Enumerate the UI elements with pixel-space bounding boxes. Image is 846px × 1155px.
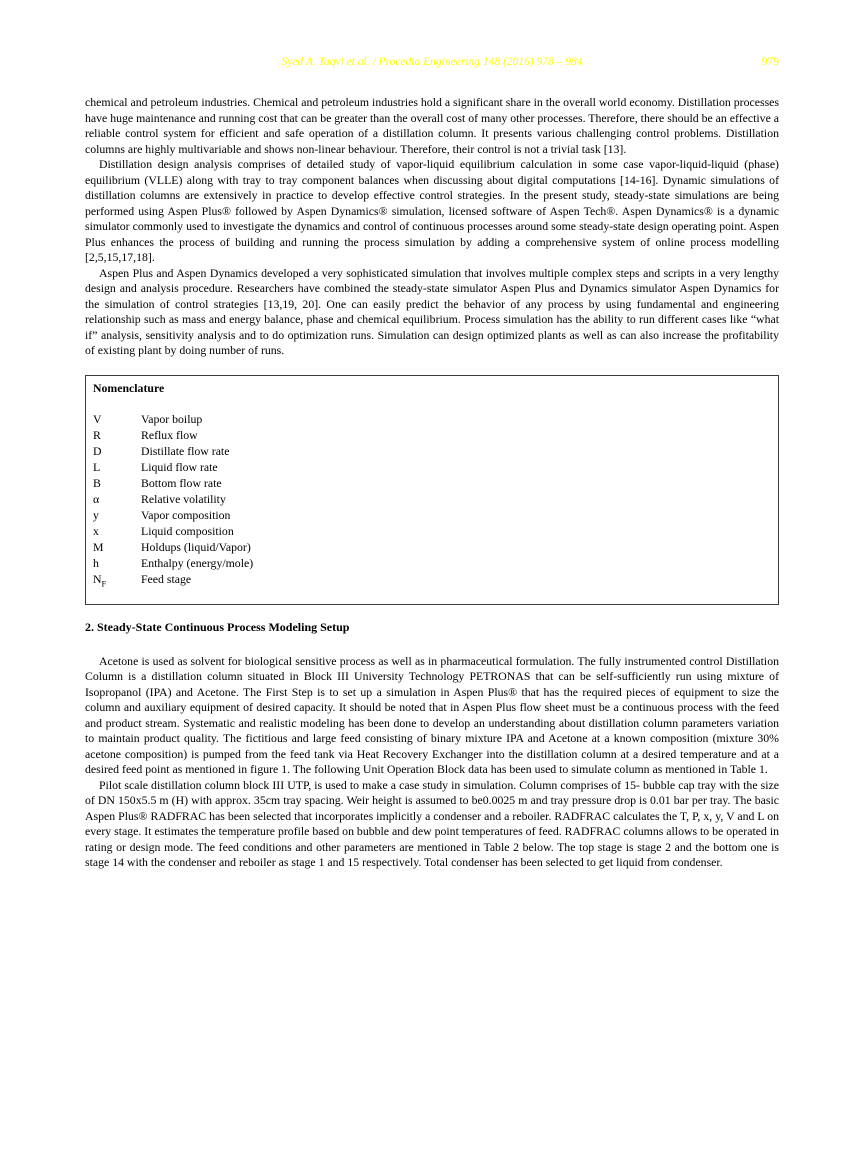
nomenclature-definition: Bottom flow rate (141, 475, 222, 490)
nomenclature-row (93, 411, 770, 427)
nomenclature-definition: Distillate flow rate (141, 443, 230, 458)
intro-paragraph-1: chemical and petroleum industries. Chemical and petroleum industries hold a significant share in the overall world economy. Distillation processes have huge maintenance and running cost that can be greater than the overall cost of many other processes. Therefore, there should be an effective a reliable control system for efficient and safe operation of a distillation column. It presents various challenging control problems. Distillation columns are highly multivariable and shows non-linear behaviour. Therefore, their control is not a trivial task [13]. (85, 95, 779, 156)
header-page-number: 979 (761, 56, 779, 68)
nomenclature-row (93, 475, 770, 491)
page-body (85, 95, 779, 871)
nomenclature-definition: Relative volatility (141, 491, 226, 506)
nomenclature-symbol: α (93, 491, 100, 506)
nomenclature-definition: Liquid composition (141, 523, 234, 538)
section-heading: 2. Steady-State Continuous Process Modeling Setup (85, 619, 350, 634)
nomenclature-definition: Enthalpy (energy/mole) (141, 555, 254, 570)
running-header (85, 56, 779, 72)
intro-paragraph-2: Distillation design analysis comprises of detailed study of vapor-liquid equilibrium calculation in some case vapor-liquid-liquid (phase) equilibrium (VLLE) along with tray to tray component balances when discussing about digital computations [14-16]. Dynamic simulations of distillation columns are extensively in practice to develop effective control strategies. In the present study, steady-state simulations are being performed using Aspen Plus® followed by Aspen Dynamics® simulation, licensed software of Aspen Tech®. Aspen Dynamics® is a dynamic simulator commonly used to investigate the dynamics and control of continuous processes around some steady-state design operating point. Aspen Plus enhances the process of building and running the process simulation by adding a comprehensive system of online process modelling [2,5,15,17,18]. (85, 157, 779, 264)
nomenclature-symbol: V (93, 411, 102, 426)
nomenclature-title: Nomenclature (93, 380, 165, 395)
nomenclature-definition: Feed stage (141, 571, 192, 586)
nomenclature-row (93, 571, 770, 591)
nomenclature-definition: Liquid flow rate (141, 459, 218, 474)
nomenclature-symbol: D (93, 443, 102, 458)
nomenclature-symbol-subscript: F (101, 577, 107, 588)
nomenclature-definition: Holdups (liquid/Vapor) (141, 539, 251, 554)
nomenclature-symbol: M (93, 539, 104, 554)
nomenclature-symbol: h (93, 555, 99, 570)
nomenclature-box (85, 375, 779, 605)
header-citation: Syed A. Taqvi et al. / Procedia Engineering 148 (2016) 978 – 984 (281, 56, 583, 68)
nomenclature-row (93, 459, 770, 475)
nomenclature-symbol-base: N (93, 571, 102, 586)
nomenclature-symbol: B (93, 475, 101, 490)
nomenclature-definition: Reflux flow (141, 427, 198, 442)
section-paragraph-2: Pilot scale distillation column block III UTP, is used to make a case study in simulation. Column comprises of 15- bubble cap tray with the size of DN 150x5.5 m (H) with approx. 35cm tray spacing. Weir height is assumed to be0.0025 m and tray pressure drop is 0.01 bar per tray. The basic Aspen Plus® RADFRAC has been selected that incorporates implicitly a condenser and a reboiler. RADFRAC calculates the T, P, x, y, V and L on every stage. It estimates the temperature profile based on bubble and dew point temperatures of feed. RADFRAC columns allows to be operated in rating or design mode. The feed conditions and other parameters are mentioned in Table 2 below. The top stage is stage 2 and the bottom one is stage 14 with the condenser and reboiler as stage 1 and 15 respectively. Total condenser has been selected to get liquid from condenser. (85, 777, 779, 870)
nomenclature-definition: Vapor composition (141, 507, 231, 522)
nomenclature-definition: Vapor boilup (141, 411, 203, 426)
nomenclature-row (93, 507, 770, 523)
nomenclature-row (93, 443, 770, 459)
nomenclature-row (93, 555, 770, 571)
nomenclature-symbol: L (93, 459, 101, 474)
nomenclature-row (93, 523, 770, 539)
nomenclature-symbol (93, 571, 141, 591)
nomenclature-row (93, 539, 770, 555)
nomenclature-symbol: y (93, 507, 99, 522)
nomenclature-symbol: x (93, 523, 99, 538)
nomenclature-row (93, 491, 770, 507)
nomenclature-row (93, 427, 770, 443)
intro-paragraph-3: Aspen Plus and Aspen Dynamics developed a very sophisticated simulation that involves multiple complex steps and scripts in a very lengthy design and analysis procedure. Researchers have combined the steady-state simulator Aspen Plus and Dynamics simulator Aspen Dynamics for the simulation of control strategies [13,19, 20]. One can easily predict the behavior of any process by using fundamental and engineering relationship such as mass and energy balance, phase and chemical equilibrium. Process simulation has the ability to run different cases like “what if” analysis, sensitivity analysis and to do optimization runs. Simulation can design optimized plants as well as can also increase the profitability of existing plant by doing number of runs. (85, 265, 779, 357)
nomenclature-symbol: R (93, 427, 101, 442)
section-paragraph-1: Acetone is used as solvent for biological sensitive process as well as in pharmaceutical formulation. The fully instrumented control Distillation Column is a distillation column situated in Block III University Technology PETRONAS that can be self-sufficiently run using mixture of Isopropanol (IPA) and Acetone. The First Step is to set up a simulation in Aspen Plus® that has the required pieces of equipment to size the column and auxiliary equipment of desired capacity. It should be noted that in Aspen Plus flow sheet must be a continuous process with the feed and product stream. Systematic and realistic modeling has been done to develop an understanding about distillation column parameters variation to maintain product quality. The fictitious and large feed consisting of binary mixture IPA and Acetone at a known composition (mixture 30% acetone composition) is pumped from the feed tank via Heat Recovery Exchanger into the distillation column at a desired temperature and at a desired feed point as mentioned in figure 1. The following Unit Operation Block data has been used to simulate column as mentioned in Table 1. (85, 653, 779, 777)
